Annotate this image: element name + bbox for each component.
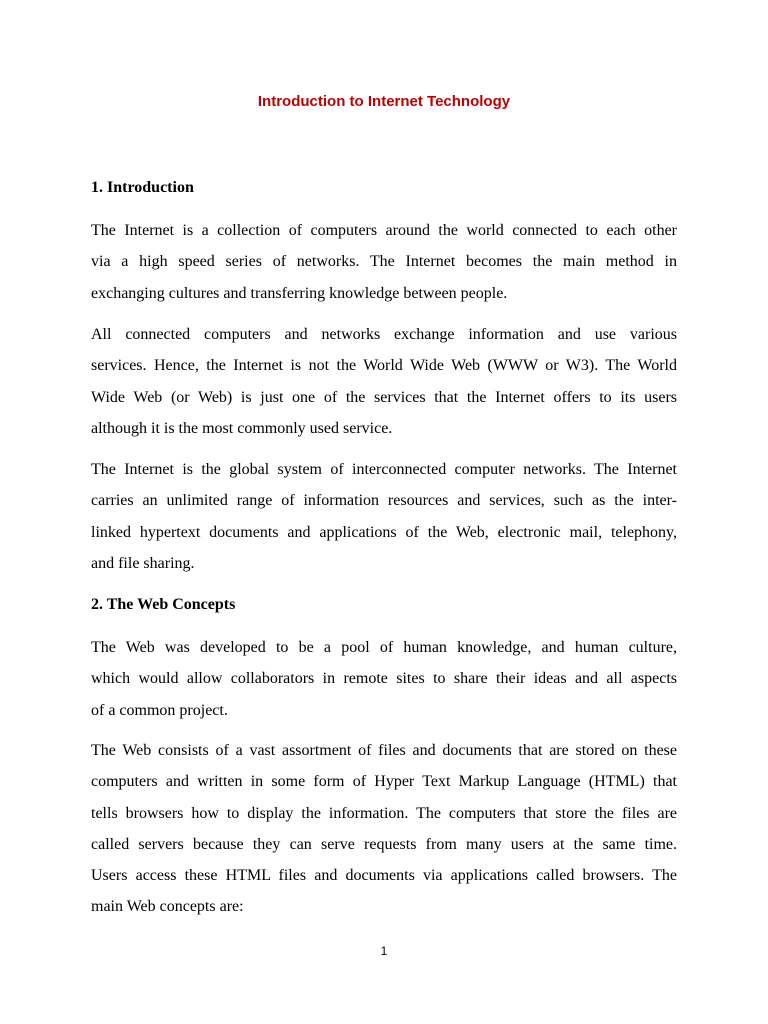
text-line: The Internet is a collection of computers around the world connected to each other bbox=[91, 222, 677, 239]
paragraph bbox=[91, 632, 677, 726]
text-line: called servers because they can serve requests from many users at the same time. bbox=[91, 835, 677, 853]
section-heading-web-concepts: 2. The Web Concepts bbox=[91, 596, 236, 613]
text-line: tells browsers how to display the information. The computers that store the files are bbox=[91, 804, 677, 822]
text-line: All connected computers and networks exchange information and use various bbox=[91, 326, 677, 343]
text-line: services. Hence, the Internet is not the World Wide Web (WWW or W3). The World bbox=[91, 357, 677, 375]
text-line: The Web consists of a vast assortment of files and documents that are stored on these bbox=[91, 742, 677, 759]
text-line: exchanging cultures and transferring knowledge between people. bbox=[91, 284, 508, 302]
text-line: of a common project. bbox=[91, 701, 228, 719]
paragraph bbox=[91, 319, 677, 444]
paragraph bbox=[91, 735, 677, 923]
paragraph bbox=[91, 215, 677, 309]
text-line: computers and written in some form of Hyper Text Markup Language (HTML) that bbox=[91, 773, 677, 791]
text-line: The Web was developed to be a pool of human knowledge, and human culture, bbox=[91, 639, 677, 656]
text-line: and file sharing. bbox=[91, 554, 195, 572]
document-title: Introduction to Internet Technology bbox=[257, 93, 511, 110]
text-line: carries an unlimited range of information resources and services, such as the inter- bbox=[91, 492, 677, 510]
section-heading-introduction: 1. Introduction bbox=[91, 179, 194, 196]
page-number: 1 bbox=[380, 944, 388, 958]
paragraph bbox=[91, 454, 677, 579]
text-line: although it is the most commonly used service. bbox=[91, 419, 393, 437]
text-line: which would allow collaborators in remote sites to share their ideas and all aspects bbox=[91, 670, 677, 688]
text-line: Wide Web (or Web) is just one of the services that the Internet offers to its users bbox=[91, 388, 677, 406]
text-line: main Web concepts are: bbox=[91, 898, 244, 916]
text-line: Users access these HTML files and documents via applications called browsers. The bbox=[91, 867, 677, 885]
text-line: linked hypertext documents and applications of the Web, electronic mail, telephony, bbox=[91, 523, 677, 541]
text-line: The Internet is the global system of interconnected computer networks. The Internet bbox=[91, 461, 677, 478]
text-line: via a high speed series of networks. The Internet becomes the main method in bbox=[91, 253, 677, 271]
